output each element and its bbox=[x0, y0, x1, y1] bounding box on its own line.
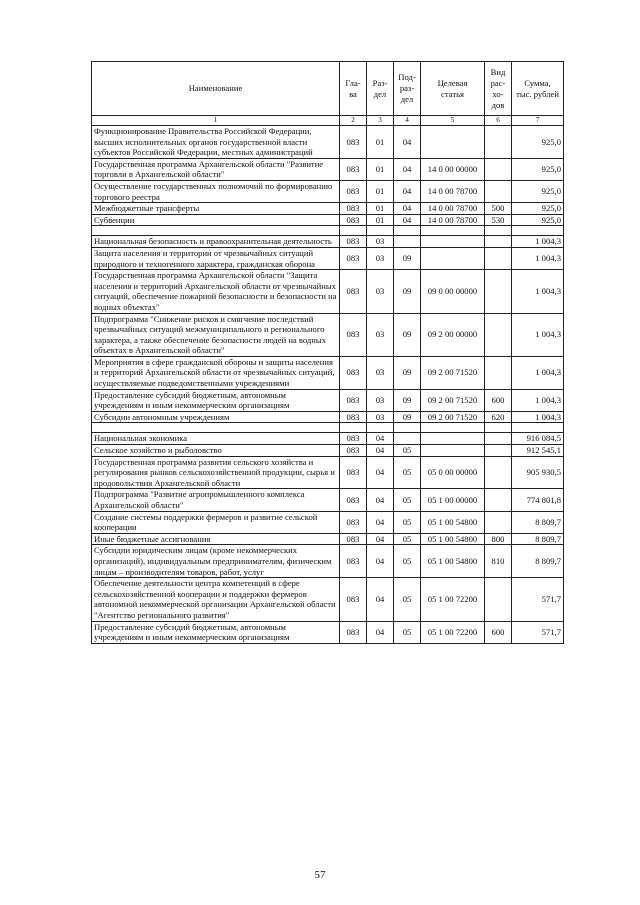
cell-razdel: 03 bbox=[367, 411, 394, 423]
cell-podrazdel: 09 bbox=[394, 411, 421, 423]
cell-expense-type bbox=[485, 489, 512, 511]
cell-expense-type bbox=[485, 180, 512, 202]
cell-podrazdel: 04 bbox=[394, 126, 421, 159]
cell-name: Функционирование Правительства Российской Федерации, высших исполнительных органов государственной власти субъектов Российской Федерации, местных администраций bbox=[92, 126, 340, 159]
cell-glava: 083 bbox=[340, 511, 367, 533]
cell-razdel: 03 bbox=[367, 313, 394, 356]
cell-target-article: 09 2 00 00000 bbox=[421, 313, 485, 356]
cell-glava: 083 bbox=[340, 158, 367, 180]
cell-glava: 083 bbox=[340, 389, 367, 411]
cell-podrazdel: 05 bbox=[394, 578, 421, 621]
column-number: 2 bbox=[340, 116, 367, 126]
cell-razdel: 01 bbox=[367, 158, 394, 180]
header-glava: Гла- ва bbox=[340, 62, 367, 116]
cell-razdel: 03 bbox=[367, 389, 394, 411]
cell-name: Государственная программа развития сельского хозяйства и регулирования рынков сельскохозяйственной продукции, сырья и продовольствия Архангельской области bbox=[92, 456, 340, 489]
cell-name: Субвенции bbox=[92, 214, 340, 226]
cell-expense-type bbox=[485, 433, 512, 445]
cell-name: Государственная программа Архангельской области "Защита населения и территорий Архангельской области от чрезвычайных ситуаций, обеспечение пожарной безопасности и безопасности на водных объектах" bbox=[92, 270, 340, 313]
cell-amount: 925,0 bbox=[512, 158, 564, 180]
cell-razdel: 04 bbox=[367, 533, 394, 545]
cell-name: Создание системы поддержки фермеров и развитие сельской кооперации bbox=[92, 511, 340, 533]
cell-glava: 083 bbox=[340, 126, 367, 159]
cell-podrazdel bbox=[394, 236, 421, 248]
cell-expense-type bbox=[485, 445, 512, 457]
cell-name: Подпрограмма "Снижение рисков и смягчение последствий чрезвычайных ситуаций межмуниципального и регионального характера, а также обеспечение безопасности людей на водных объектах в Архангельской области" bbox=[92, 313, 340, 356]
table-row bbox=[92, 270, 564, 313]
cell-podrazdel: 09 bbox=[394, 313, 421, 356]
cell-amount: 8 809,7 bbox=[512, 545, 564, 578]
cell-amount: 1 004,3 bbox=[512, 313, 564, 356]
cell-podrazdel: 05 bbox=[394, 545, 421, 578]
cell-amount: 905 930,5 bbox=[512, 456, 564, 489]
cell-glava: 083 bbox=[340, 247, 367, 269]
cell-expense-type: 800 bbox=[485, 533, 512, 545]
cell-glava: 083 bbox=[340, 356, 367, 389]
cell-name: Защита населения и территории от чрезвычайных ситуаций природного и техногенного характера, гражданская оборона bbox=[92, 247, 340, 269]
table-row bbox=[92, 489, 564, 511]
empty-cell bbox=[394, 226, 421, 236]
cell-podrazdel: 05 bbox=[394, 511, 421, 533]
cell-name: Межбюджетные трансферты bbox=[92, 203, 340, 215]
header-summa: Сумма, тыс. рублей bbox=[512, 62, 564, 116]
cell-expense-type: 500 bbox=[485, 203, 512, 215]
cell-amount: 1 004,3 bbox=[512, 270, 564, 313]
cell-name: Предоставление субсидий бюджетным, автономным учреждениям и иным некоммерческим организациям bbox=[92, 621, 340, 643]
cell-name: Сельское хозяйство и рыболовство bbox=[92, 445, 340, 457]
cell-target-article: 05 1 00 54800 bbox=[421, 545, 485, 578]
cell-target-article: 05 0 00 00000 bbox=[421, 456, 485, 489]
empty-cell bbox=[367, 226, 394, 236]
cell-expense-type bbox=[485, 270, 512, 313]
table-body bbox=[92, 126, 564, 644]
cell-glava: 083 bbox=[340, 433, 367, 445]
cell-target-article: 09 2 00 71520 bbox=[421, 356, 485, 389]
cell-expense-type bbox=[485, 456, 512, 489]
cell-podrazdel: 09 bbox=[394, 356, 421, 389]
table-row bbox=[92, 203, 564, 215]
cell-expense-type: 620 bbox=[485, 411, 512, 423]
cell-glava: 083 bbox=[340, 578, 367, 621]
header-podrazdel: Под- раз- дел bbox=[394, 62, 421, 116]
cell-podrazdel: 09 bbox=[394, 247, 421, 269]
cell-target-article bbox=[421, 126, 485, 159]
cell-amount: 1 004,3 bbox=[512, 236, 564, 248]
cell-target-article: 14 0 00 00000 bbox=[421, 158, 485, 180]
cell-expense-type bbox=[485, 578, 512, 621]
cell-amount: 912 545,1 bbox=[512, 445, 564, 457]
cell-razdel: 03 bbox=[367, 247, 394, 269]
empty-cell bbox=[367, 423, 394, 433]
cell-podrazdel: 04 bbox=[394, 203, 421, 215]
cell-glava: 083 bbox=[340, 621, 367, 643]
empty-cell bbox=[485, 423, 512, 433]
cell-glava: 083 bbox=[340, 533, 367, 545]
cell-glava: 083 bbox=[340, 270, 367, 313]
cell-glava: 083 bbox=[340, 313, 367, 356]
cell-amount: 925,0 bbox=[512, 126, 564, 159]
cell-razdel: 04 bbox=[367, 456, 394, 489]
cell-glava: 083 bbox=[340, 180, 367, 202]
cell-amount: 8 809,7 bbox=[512, 511, 564, 533]
column-number-row bbox=[92, 116, 564, 126]
empty-cell bbox=[512, 226, 564, 236]
cell-name: Обеспечение деятельности центра компетенций в сфере сельскохозяйственной кооперации и поддержки фермеров автономной некоммерческой организации Архангельской области "Агентство регионального развития" bbox=[92, 578, 340, 621]
header-row bbox=[92, 62, 564, 116]
empty-cell bbox=[340, 226, 367, 236]
cell-podrazdel: 05 bbox=[394, 621, 421, 643]
cell-amount: 571,7 bbox=[512, 621, 564, 643]
budget-table bbox=[91, 61, 564, 644]
cell-expense-type bbox=[485, 511, 512, 533]
cell-target-article bbox=[421, 445, 485, 457]
cell-target-article: 05 1 00 00000 bbox=[421, 489, 485, 511]
table-row bbox=[92, 511, 564, 533]
cell-expense-type: 600 bbox=[485, 389, 512, 411]
cell-expense-type bbox=[485, 313, 512, 356]
table-row bbox=[92, 236, 564, 248]
cell-podrazdel: 04 bbox=[394, 214, 421, 226]
table-row bbox=[92, 247, 564, 269]
column-number: 6 bbox=[485, 116, 512, 126]
cell-name: Иные бюджетные ассигнования bbox=[92, 533, 340, 545]
header-razdel: Раз- дел bbox=[367, 62, 394, 116]
cell-name: Субсидии юридическим лицам (кроме некоммерческих организаций), индивидуальным предпринимателям, физическим лицам – производителям товаров, работ, услуг bbox=[92, 545, 340, 578]
cell-amount: 571,7 bbox=[512, 578, 564, 621]
cell-podrazdel: 05 bbox=[394, 489, 421, 511]
column-number: 5 bbox=[421, 116, 485, 126]
cell-name: Государственная программа Архангельской области "Развитие торговли в Архангельской области" bbox=[92, 158, 340, 180]
cell-amount: 8 809,7 bbox=[512, 533, 564, 545]
cell-razdel: 04 bbox=[367, 621, 394, 643]
cell-glava: 083 bbox=[340, 489, 367, 511]
column-number: 1 bbox=[92, 116, 340, 126]
cell-razdel: 04 bbox=[367, 511, 394, 533]
cell-name: Мероприятия в сфере гражданской обороны и защиты населения и территорий Архангельской области от чрезвычайных ситуаций, осуществляемые подведомственными учреждениями bbox=[92, 356, 340, 389]
empty-cell bbox=[421, 423, 485, 433]
header-name: Наименование bbox=[92, 62, 340, 116]
cell-podrazdel: 05 bbox=[394, 533, 421, 545]
cell-amount: 925,0 bbox=[512, 214, 564, 226]
cell-name: Предоставление субсидий бюджетным, автономным учреждениям и иным некоммерческим организациям bbox=[92, 389, 340, 411]
cell-glava: 083 bbox=[340, 456, 367, 489]
cell-expense-type: 530 bbox=[485, 214, 512, 226]
cell-razdel: 03 bbox=[367, 236, 394, 248]
cell-target-article: 05 1 00 54800 bbox=[421, 533, 485, 545]
empty-cell bbox=[92, 423, 340, 433]
cell-amount: 916 084,5 bbox=[512, 433, 564, 445]
cell-podrazdel: 04 bbox=[394, 158, 421, 180]
cell-expense-type bbox=[485, 158, 512, 180]
cell-razdel: 04 bbox=[367, 445, 394, 457]
cell-podrazdel: 05 bbox=[394, 456, 421, 489]
cell-expense-type bbox=[485, 356, 512, 389]
cell-target-article: 05 1 00 54800 bbox=[421, 511, 485, 533]
spacer-row bbox=[92, 226, 564, 236]
cell-expense-type bbox=[485, 247, 512, 269]
cell-glava: 083 bbox=[340, 236, 367, 248]
spacer-row bbox=[92, 423, 564, 433]
cell-amount: 1 004,3 bbox=[512, 411, 564, 423]
cell-glava: 083 bbox=[340, 203, 367, 215]
cell-glava: 083 bbox=[340, 545, 367, 578]
cell-razdel: 01 bbox=[367, 214, 394, 226]
cell-target-article: 09 0 00 00000 bbox=[421, 270, 485, 313]
cell-target-article bbox=[421, 433, 485, 445]
table-row bbox=[92, 411, 564, 423]
cell-razdel: 04 bbox=[367, 489, 394, 511]
cell-name: Субсидии автономным учреждениям bbox=[92, 411, 340, 423]
cell-podrazdel: 05 bbox=[394, 445, 421, 457]
table-row bbox=[92, 621, 564, 643]
cell-amount: 925,0 bbox=[512, 203, 564, 215]
cell-glava: 083 bbox=[340, 214, 367, 226]
table-row bbox=[92, 356, 564, 389]
cell-target-article bbox=[421, 247, 485, 269]
empty-cell bbox=[485, 226, 512, 236]
cell-razdel: 03 bbox=[367, 270, 394, 313]
table-row bbox=[92, 313, 564, 356]
table-row bbox=[92, 158, 564, 180]
page-number: 57 bbox=[314, 869, 326, 881]
cell-amount: 925,0 bbox=[512, 180, 564, 202]
table-row bbox=[92, 545, 564, 578]
cell-name: Осуществление государственных полномочий по формированию торгового реестра bbox=[92, 180, 340, 202]
empty-cell bbox=[92, 226, 340, 236]
table-row bbox=[92, 126, 564, 159]
cell-podrazdel: 09 bbox=[394, 270, 421, 313]
empty-cell bbox=[340, 423, 367, 433]
cell-target-article: 14 0 00 78700 bbox=[421, 203, 485, 215]
cell-amount: 1 004,3 bbox=[512, 389, 564, 411]
cell-expense-type bbox=[485, 126, 512, 159]
table-row bbox=[92, 456, 564, 489]
header-statya: Целевая статья bbox=[421, 62, 485, 116]
cell-target-article: 14 0 00 78700 bbox=[421, 214, 485, 226]
cell-name: Национальная экономика bbox=[92, 433, 340, 445]
cell-amount: 1 004,3 bbox=[512, 356, 564, 389]
cell-razdel: 01 bbox=[367, 203, 394, 215]
cell-amount: 1 004,3 bbox=[512, 247, 564, 269]
cell-amount: 774 801,8 bbox=[512, 489, 564, 511]
empty-cell bbox=[421, 226, 485, 236]
cell-razdel: 01 bbox=[367, 180, 394, 202]
header-vid: Вид рас- хо- дов bbox=[485, 62, 512, 116]
cell-podrazdel: 09 bbox=[394, 389, 421, 411]
cell-glava: 083 bbox=[340, 445, 367, 457]
column-number: 3 bbox=[367, 116, 394, 126]
column-number: 7 bbox=[512, 116, 564, 126]
empty-cell bbox=[394, 423, 421, 433]
empty-cell bbox=[512, 423, 564, 433]
cell-target-article: 14 0 00 78700 bbox=[421, 180, 485, 202]
table-row bbox=[92, 433, 564, 445]
cell-razdel: 04 bbox=[367, 433, 394, 445]
cell-podrazdel bbox=[394, 433, 421, 445]
cell-target-article: 05 1 00 72200 bbox=[421, 621, 485, 643]
cell-target-article: 09 2 00 71520 bbox=[421, 389, 485, 411]
cell-expense-type: 810 bbox=[485, 545, 512, 578]
cell-razdel: 01 bbox=[367, 126, 394, 159]
table-row bbox=[92, 533, 564, 545]
cell-razdel: 04 bbox=[367, 545, 394, 578]
table-row bbox=[92, 578, 564, 621]
cell-razdel: 03 bbox=[367, 356, 394, 389]
cell-name: Подпрограмма "Развитие агропромышленного комплекса Архангельской области" bbox=[92, 489, 340, 511]
cell-razdel: 04 bbox=[367, 578, 394, 621]
cell-expense-type: 600 bbox=[485, 621, 512, 643]
cell-expense-type bbox=[485, 236, 512, 248]
table-row bbox=[92, 389, 564, 411]
table-row bbox=[92, 214, 564, 226]
cell-podrazdel: 04 bbox=[394, 180, 421, 202]
table-row bbox=[92, 445, 564, 457]
cell-target-article bbox=[421, 236, 485, 248]
cell-name: Национальная безопасность и правоохранительная деятельность bbox=[92, 236, 340, 248]
cell-target-article: 09 2 00 71520 bbox=[421, 411, 485, 423]
column-number: 4 bbox=[394, 116, 421, 126]
cell-glava: 083 bbox=[340, 411, 367, 423]
table-row bbox=[92, 180, 564, 202]
cell-target-article: 05 1 00 72200 bbox=[421, 578, 485, 621]
